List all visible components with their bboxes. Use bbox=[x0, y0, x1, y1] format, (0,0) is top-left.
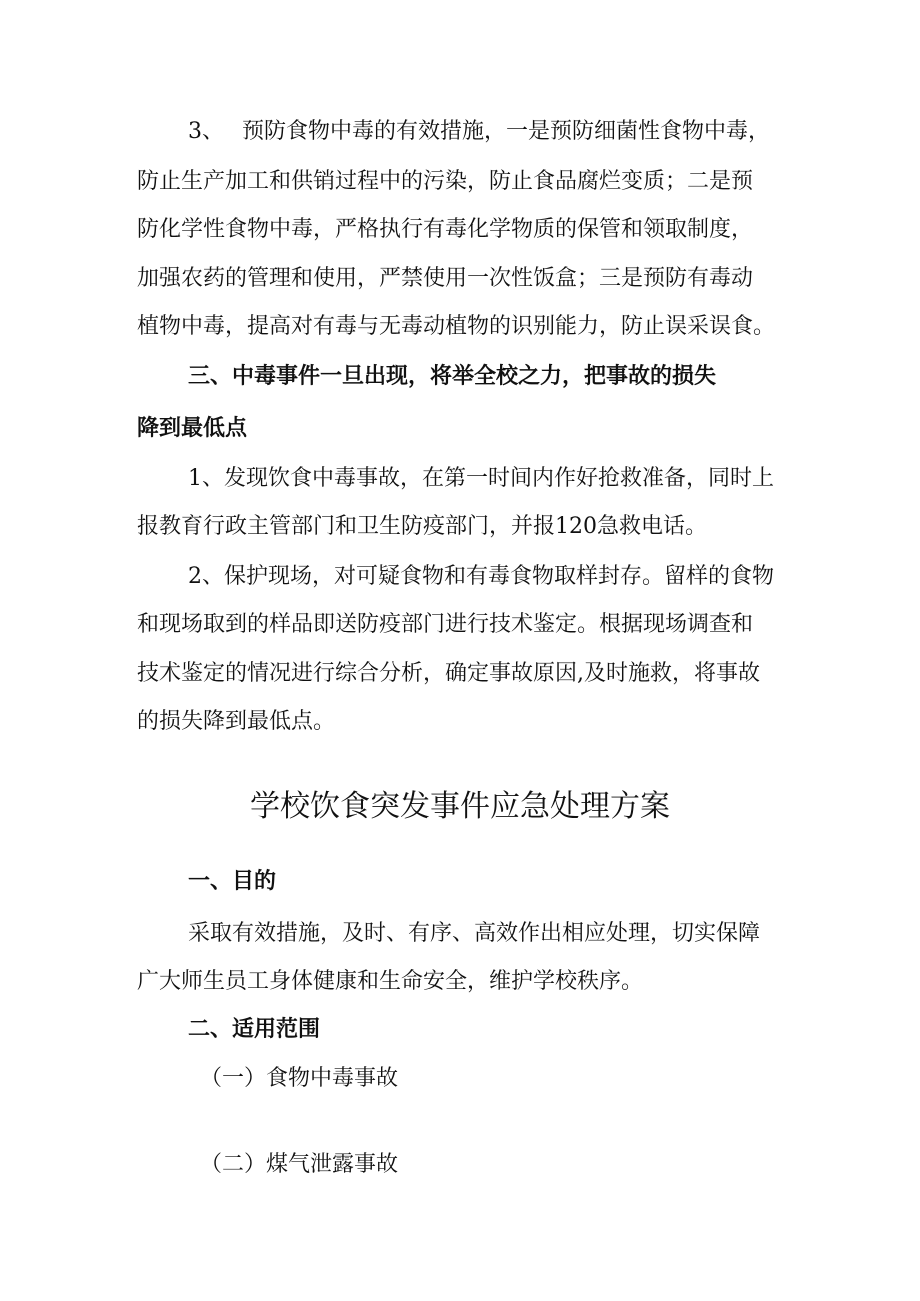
section-heading: 三、中毒事件一旦出现，将举全校之力，把事故的损失 bbox=[188, 364, 717, 389]
paragraph-line: 3、 预防食物中毒的有效措施，一是预防细菌性食物中毒， bbox=[188, 119, 770, 144]
paragraph-line: 技术鉴定的情况进行综合分析，确定事故原因,及时施救，将事故 bbox=[137, 661, 760, 686]
paragraph-line: 加强农药的管理和使用，严禁使用一次性饭盒；三是预防有毒动 bbox=[137, 266, 754, 291]
list-item: （二）煤气泄露事故 bbox=[200, 1152, 399, 1177]
paragraph-line: 和现场取到的样品即送防疫部门进行技术鉴定。根据现场调查和 bbox=[137, 612, 754, 637]
paragraph-line: 植物中毒，提高对有毒与无毒动植物的识别能力，防止误采误食。 bbox=[137, 314, 776, 339]
paragraph-line: 报教育行政主管部门和卫生防疫部门，并报120急救电话。 bbox=[137, 514, 707, 539]
section-heading: 降到最低点 bbox=[137, 416, 248, 441]
section-heading: 一、目的 bbox=[188, 869, 277, 894]
paragraph-line: 防止生产加工和供销过程中的污染，防止食品腐烂变质；二是预 bbox=[137, 169, 754, 194]
paragraph-line: 采取有效措施，及时、有序、高效作出相应处理，切实保障 bbox=[188, 921, 761, 946]
paragraph-line: 的损失降到最低点。 bbox=[137, 709, 336, 734]
paragraph-line: 2、保护现场，对可疑食物和有毒食物取样封存。留样的食物 bbox=[188, 564, 774, 589]
document-title: 学校饮食突发事件应急处理方案 bbox=[250, 789, 670, 824]
paragraph-line: 1、发现饮食中毒事故，在第一时间内作好抢救准备，同时上 bbox=[188, 466, 774, 491]
section-heading: 二、适用范围 bbox=[188, 1017, 321, 1042]
paragraph-line: 广大师生员工身体健康和生命安全，维护学校秩序。 bbox=[137, 969, 644, 994]
list-item: （一）食物中毒事故 bbox=[200, 1066, 399, 1091]
paragraph-line: 防化学性食物中毒，严格执行有毒化学物质的保管和领取制度， bbox=[137, 217, 754, 242]
